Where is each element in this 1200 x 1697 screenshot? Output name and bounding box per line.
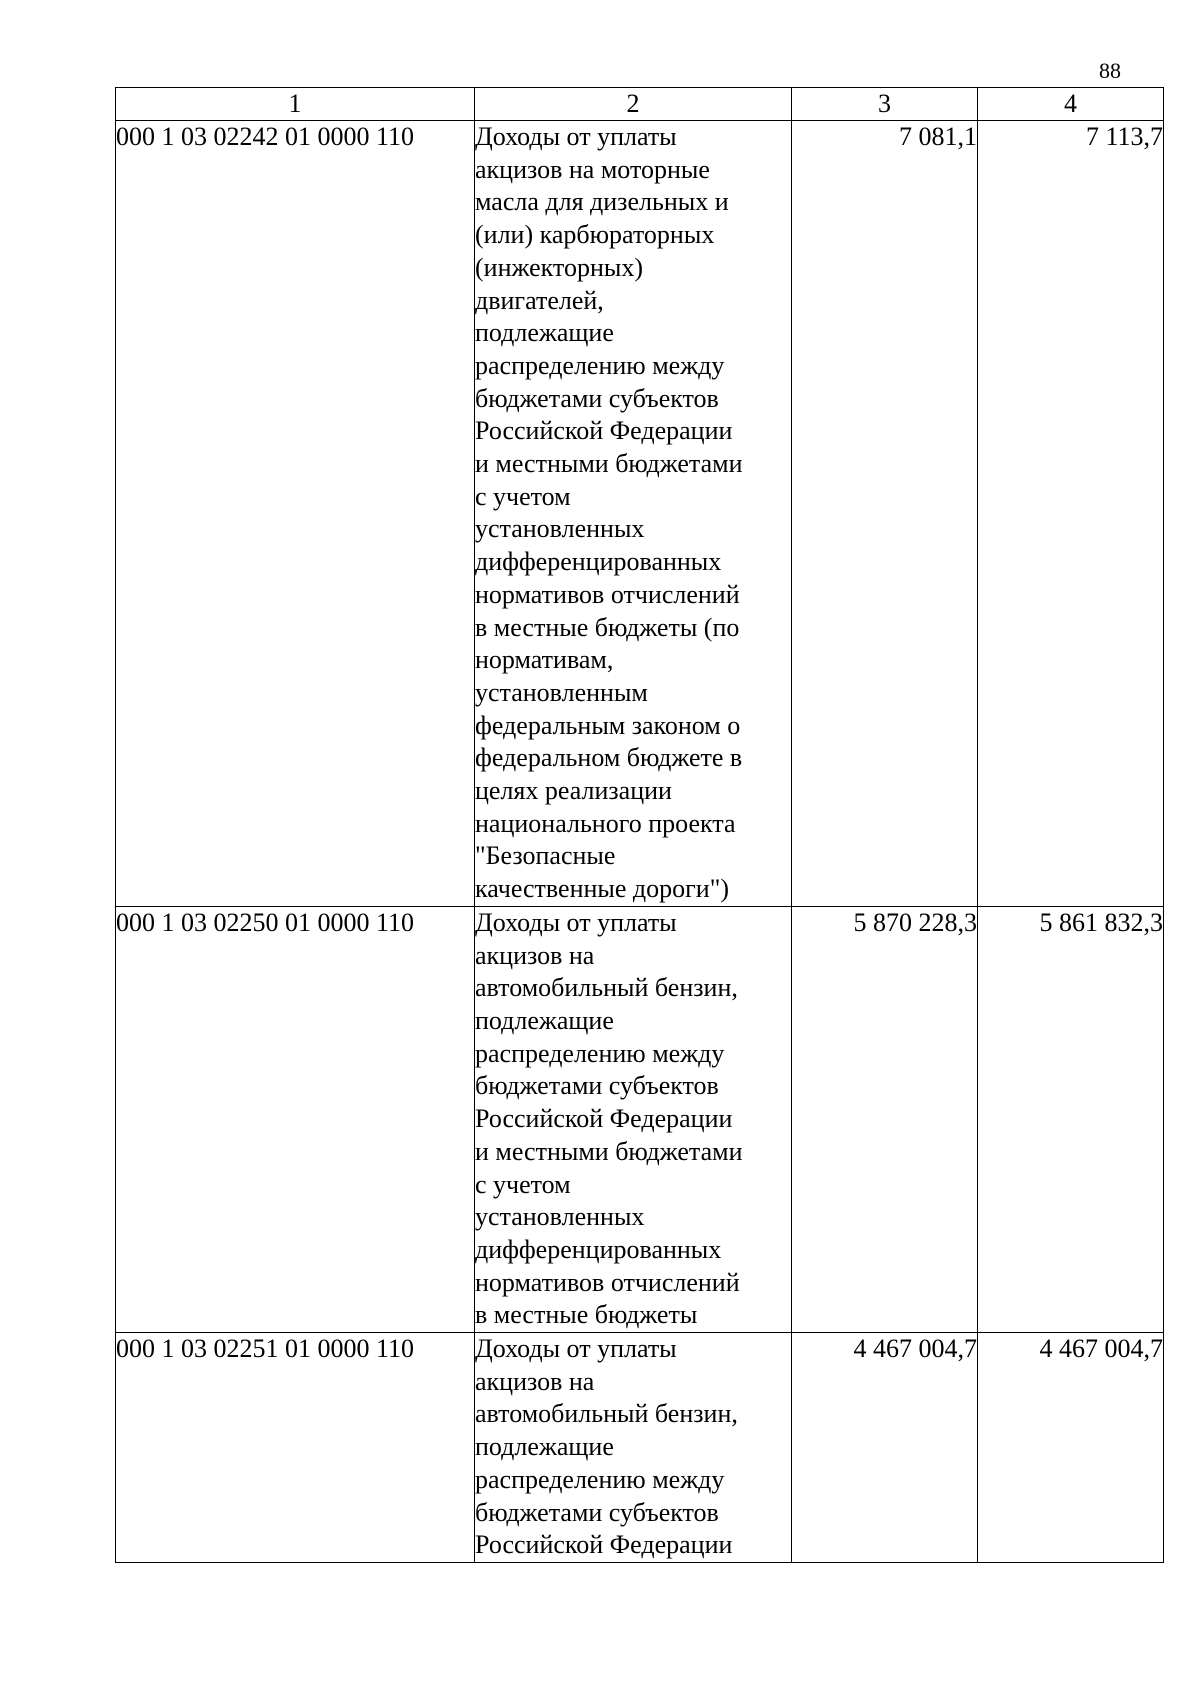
page-number: 88 [1099, 58, 1121, 83]
description-line: с учетом [475, 1169, 571, 1199]
description-line: акцизов на [475, 1366, 595, 1396]
description-line: бюджетами субъектов [475, 1497, 719, 1527]
description-line: (инжекторных) [475, 252, 643, 282]
description-line: федеральном бюджете в [475, 743, 743, 773]
column-header: 4 [978, 88, 1164, 121]
classification-code: 000 1 03 02242 01 0000 110 [116, 121, 475, 907]
description-line: качественные дороги") [475, 874, 729, 904]
description-line: подлежащие [475, 1005, 614, 1035]
description-line: автомобильный бензин, [475, 1399, 738, 1429]
description-line: и местными бюджетами [475, 449, 743, 479]
description-line: распределению между [475, 1464, 725, 1494]
description-line: (или) карбюраторных [475, 220, 715, 250]
table-row [116, 906, 1164, 1332]
income-description [475, 906, 792, 1332]
column-header: 3 [792, 88, 978, 121]
description-line: дифференцированных [475, 547, 722, 577]
amount-column-4: 5 861 832,3 [978, 906, 1164, 1332]
table-header-row [116, 88, 1164, 121]
description-line: распределению между [475, 350, 725, 380]
description-line: в местные бюджеты (по [475, 612, 740, 642]
column-header: 2 [475, 88, 792, 121]
description-line: в местные бюджеты [475, 1300, 698, 1330]
description-line: Российской Федерации [475, 416, 733, 446]
description-line: нормативам, [475, 645, 614, 675]
classification-code: 000 1 03 02251 01 0000 110 [116, 1333, 475, 1563]
amount-column-3: 7 081,1 [792, 121, 978, 907]
amount-column-4: 7 113,7 [978, 121, 1164, 907]
table-row [116, 1333, 1164, 1563]
description-line: двигателей, [475, 285, 604, 315]
description-line: установленным [475, 677, 648, 707]
description-line: распределению между [475, 1038, 725, 1068]
description-line: установленных [475, 514, 645, 544]
income-description [475, 1333, 792, 1563]
description-line: акцизов на [475, 940, 595, 970]
description-line: масла для дизельных и [475, 187, 729, 217]
description-line: Доходы от уплаты [475, 1334, 677, 1364]
description-line: с учетом [475, 481, 571, 511]
description-line: бюджетами субъектов [475, 383, 719, 413]
classification-code: 000 1 03 02250 01 0000 110 [116, 906, 475, 1332]
description-line: Российской Федерации [475, 1104, 733, 1134]
income-description [475, 121, 792, 907]
amount-column-3: 4 467 004,7 [792, 1333, 978, 1563]
description-line: Российской Федерации [475, 1530, 733, 1560]
description-line: Доходы от уплаты [475, 907, 677, 937]
description-line: и местными бюджетами [475, 1136, 743, 1166]
description-line: "Безопасные [475, 841, 616, 871]
description-line: подлежащие [475, 1432, 614, 1462]
budget-table [115, 87, 1164, 1563]
table-row [116, 121, 1164, 907]
description-line: подлежащие [475, 318, 614, 348]
description-line: дифференцированных [475, 1234, 722, 1264]
description-line: нормативов отчислений [475, 579, 740, 609]
column-header: 1 [116, 88, 475, 121]
amount-column-3: 5 870 228,3 [792, 906, 978, 1332]
description-line: федеральным законом о [475, 710, 741, 740]
description-line: нормативов отчислений [475, 1267, 740, 1297]
description-line: целях реализации [475, 776, 672, 806]
description-line: национального проекта [475, 808, 736, 838]
amount-column-4: 4 467 004,7 [978, 1333, 1164, 1563]
description-line: бюджетами субъектов [475, 1071, 719, 1101]
description-line: Доходы от уплаты [475, 122, 677, 151]
description-line: автомобильный бензин, [475, 973, 738, 1003]
description-line: акцизов на моторные [475, 154, 710, 184]
description-line: установленных [475, 1202, 645, 1232]
